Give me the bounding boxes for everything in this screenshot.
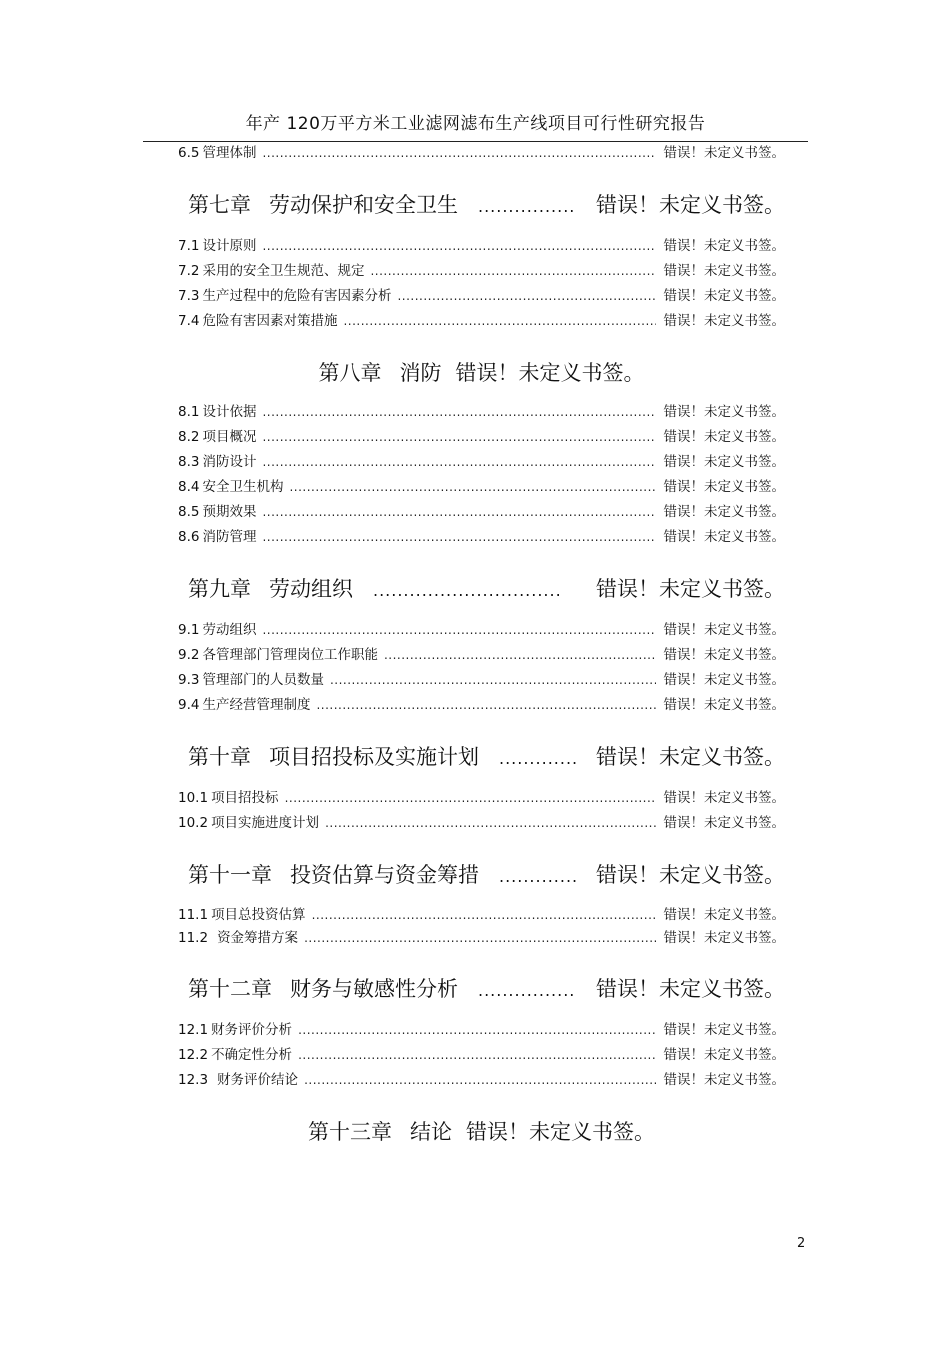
toc-entry-number: 10.2 — [178, 815, 209, 831]
toc-leader-dots — [262, 500, 655, 525]
toc-leader-dots — [397, 284, 655, 309]
toc-chapter[interactable] — [188, 190, 785, 222]
toc-entry-error: 错误！未定义书签。 — [663, 429, 785, 445]
toc-entry-number: 11.2 — [178, 930, 209, 946]
toc-entry-title: 项目招投标 — [211, 790, 279, 806]
toc-entry-error: 错误！未定义书签。 — [663, 697, 785, 713]
toc-entry-number: 8.5 — [178, 504, 200, 520]
toc-leader-dots — [262, 425, 655, 450]
toc-entry[interactable] — [178, 786, 785, 811]
toc-entry-number: 8.3 — [178, 454, 200, 470]
toc-entry-title: 财务评价分析 — [211, 1022, 293, 1038]
toc-entry-error: 错误！未定义书签。 — [663, 263, 785, 279]
toc-entry[interactable] — [178, 400, 785, 425]
toc-leader-dots — [289, 475, 655, 500]
toc-entry-title: 设计依据 — [202, 404, 257, 420]
toc-chapter[interactable] — [178, 358, 785, 388]
toc-entry-number: 9.3 — [178, 672, 200, 688]
toc-leader-dots — [285, 786, 656, 811]
toc-leader-dots — [262, 141, 655, 166]
toc-entry-title: 不确定性分析 — [211, 1047, 293, 1063]
toc-entry-error: 错误！未定义书签。 — [663, 529, 785, 545]
toc-entry-title: 管理部门的人员数量 — [202, 672, 324, 688]
toc-leader-dots — [262, 234, 655, 259]
toc-chapter[interactable] — [178, 1117, 785, 1147]
toc-leader-dots — [298, 1018, 655, 1043]
toc-entry-error: 错误！未定义书签。 — [663, 1047, 785, 1063]
toc-leader-dots — [325, 811, 655, 836]
toc-entry-error: 错误！未定义书签。 — [663, 145, 785, 161]
toc-entry-title: 劳动组织 — [202, 622, 257, 638]
toc-leader-dots — [262, 525, 655, 550]
toc-entry-title: 设计原则 — [202, 238, 257, 254]
toc-entry-number: 9.2 — [178, 647, 200, 663]
toc-entry[interactable] — [178, 309, 785, 334]
toc-chapter-title: 消防 — [399, 361, 442, 385]
toc-chapter-number: 第八章 — [318, 361, 382, 385]
toc-leader-dots — [304, 927, 655, 950]
toc-chapter-dots: ............................... — [373, 581, 562, 600]
toc-entry-error: 错误！未定义书签。 — [663, 288, 785, 304]
toc-chapter-dots: ................ — [478, 197, 576, 216]
toc-leader-dots — [316, 693, 655, 718]
toc-entry[interactable] — [178, 693, 785, 718]
toc-entry-number: 7.3 — [178, 288, 200, 304]
toc-chapter-dots: ............. — [499, 867, 579, 886]
toc-chapter-error: 错误！未定义书签。 — [596, 863, 785, 887]
toc-entry-error: 错误！未定义书签。 — [663, 907, 785, 923]
toc-entry-title: 采用的安全卫生规范、规定 — [202, 263, 365, 279]
toc-entry-error: 错误！未定义书签。 — [663, 1022, 785, 1038]
page-number: 2 — [797, 1236, 806, 1251]
toc-entry-title: 项目实施进度计划 — [211, 815, 320, 831]
toc-entry-number: 12.3 — [178, 1072, 209, 1088]
toc-chapter[interactable] — [188, 742, 785, 774]
toc-entry[interactable] — [178, 259, 785, 284]
toc-leader-dots — [343, 309, 655, 334]
toc-entry-title: 管理体制 — [202, 145, 257, 161]
toc-chapter-error: 错误！未定义书签。 — [466, 1120, 655, 1144]
toc-entry-number: 8.6 — [178, 529, 200, 545]
toc-chapter-title: 财务与敏感性分析 — [290, 977, 458, 1001]
toc-chapter-error: 错误！未定义书签。 — [596, 577, 785, 601]
toc-entry[interactable] — [178, 450, 785, 475]
toc-chapter-number: 第七章 — [188, 193, 251, 217]
toc-entry-title: 预期效果 — [202, 504, 257, 520]
toc-entry[interactable] — [178, 425, 785, 450]
toc-entry-error: 错误！未定义书签。 — [663, 647, 785, 663]
toc-chapter[interactable] — [188, 860, 785, 892]
toc-leader-dots — [330, 668, 656, 693]
toc-entry[interactable] — [178, 904, 785, 927]
toc-entry-title: 消防管理 — [202, 529, 257, 545]
toc-chapter-error: 错误！未定义书签。 — [596, 193, 785, 217]
toc-chapter-number: 第十章 — [188, 745, 251, 769]
toc-entry-number: 10.1 — [178, 790, 209, 806]
toc-entry-number: 9.4 — [178, 697, 200, 713]
toc-entry-error: 错误！未定义书签。 — [663, 790, 785, 806]
toc-entry-error: 错误！未定义书签。 — [663, 672, 785, 688]
toc-entry-title: 资金筹措方案 — [217, 930, 299, 946]
toc-entry-error: 错误！未定义书签。 — [663, 454, 785, 470]
toc-entry[interactable] — [178, 284, 785, 309]
toc-leader-dots — [370, 259, 655, 284]
toc-leader-dots — [304, 1068, 655, 1093]
toc-chapter-title: 结论 — [410, 1120, 452, 1144]
toc-leader-dots — [262, 400, 655, 425]
toc-leader-dots — [262, 618, 655, 643]
toc-entry-title: 安全卫生机构 — [202, 479, 284, 495]
toc-entry-number: 7.2 — [178, 263, 200, 279]
toc-entry[interactable] — [178, 141, 785, 166]
toc-entry-title: 各管理部门管理岗位工作职能 — [202, 647, 378, 663]
toc-leader-dots — [298, 1043, 655, 1068]
toc-entry-number: 12.2 — [178, 1047, 209, 1063]
toc-chapter-error: 错误！未定义书签。 — [596, 977, 785, 1001]
toc-entry[interactable] — [178, 668, 785, 693]
toc-entry[interactable] — [178, 525, 785, 550]
toc-entry-error: 错误！未定义书签。 — [663, 313, 785, 329]
toc-entry-number: 6.5 — [178, 145, 200, 161]
toc-entry[interactable] — [178, 927, 785, 950]
toc-entry-title: 消防设计 — [202, 454, 257, 470]
toc-leader-dots — [312, 904, 656, 927]
toc-entry-title: 生产经营管理制度 — [202, 697, 311, 713]
toc-chapter-error: 错误！未定义书签。 — [596, 745, 785, 769]
toc-entry-error: 错误！未定义书签。 — [663, 504, 785, 520]
toc-entry[interactable] — [178, 811, 785, 836]
toc-chapter-title: 劳动组织 — [269, 577, 353, 601]
toc-chapter-number: 第十二章 — [188, 977, 272, 1001]
toc-leader-dots — [262, 450, 655, 475]
toc-entry-error: 错误！未定义书签。 — [663, 479, 785, 495]
toc-chapter-number: 第十一章 — [188, 863, 272, 887]
page-header: 年产 120万平方米工业滤网滤布生产线项目可行性研究报告 — [143, 112, 808, 142]
toc-entry[interactable] — [178, 234, 785, 259]
toc-leader-dots — [384, 643, 656, 668]
toc-entry-number: 9.1 — [178, 622, 200, 638]
toc-entry-title: 项目概况 — [202, 429, 257, 445]
toc-chapter-number: 第九章 — [188, 577, 251, 601]
toc-entry[interactable] — [178, 1043, 785, 1068]
toc-entry-error: 错误！未定义书签。 — [663, 930, 785, 946]
toc-chapter-number: 第十三章 — [308, 1120, 392, 1144]
toc-entry[interactable] — [178, 1068, 785, 1093]
toc-entry-title: 财务评价结论 — [217, 1072, 299, 1088]
toc-chapter-title: 项目招投标及实施计划 — [269, 745, 479, 769]
toc-chapter[interactable] — [188, 974, 785, 1006]
toc-entry-number: 8.1 — [178, 404, 200, 420]
toc-entry-number: 7.4 — [178, 313, 200, 329]
table-of-contents — [178, 141, 785, 1159]
toc-entry-title: 生产过程中的危险有害因素分析 — [202, 288, 392, 304]
toc-entry-error: 错误！未定义书签。 — [663, 404, 785, 420]
toc-chapter-title: 投资估算与资金筹措 — [290, 863, 479, 887]
toc-entry-number: 7.1 — [178, 238, 200, 254]
toc-entry-error: 错误！未定义书签。 — [663, 622, 785, 638]
toc-entry[interactable] — [178, 1018, 785, 1043]
toc-entry-error: 错误！未定义书签。 — [663, 815, 785, 831]
toc-entry-error: 错误！未定义书签。 — [663, 238, 785, 254]
toc-chapter-dots: ............. — [499, 749, 579, 768]
toc-entry-number: 8.2 — [178, 429, 200, 445]
toc-chapter[interactable] — [188, 574, 785, 606]
toc-chapter-title: 劳动保护和安全卫生 — [269, 193, 458, 217]
toc-entry-title: 项目总投资估算 — [211, 907, 306, 923]
toc-chapter-error: 错误！未定义书签。 — [455, 361, 645, 385]
toc-entry[interactable] — [178, 475, 785, 500]
toc-entry[interactable] — [178, 618, 785, 643]
toc-entry-number: 12.1 — [178, 1022, 209, 1038]
toc-entry-number: 8.4 — [178, 479, 200, 495]
toc-chapter-dots: ................ — [478, 981, 576, 1000]
toc-entry-title: 危险有害因素对策措施 — [202, 313, 338, 329]
toc-entry-number: 11.1 — [178, 907, 209, 923]
toc-entry[interactable] — [178, 643, 785, 668]
toc-entry-error: 错误！未定义书签。 — [663, 1072, 785, 1088]
toc-entry[interactable] — [178, 500, 785, 525]
